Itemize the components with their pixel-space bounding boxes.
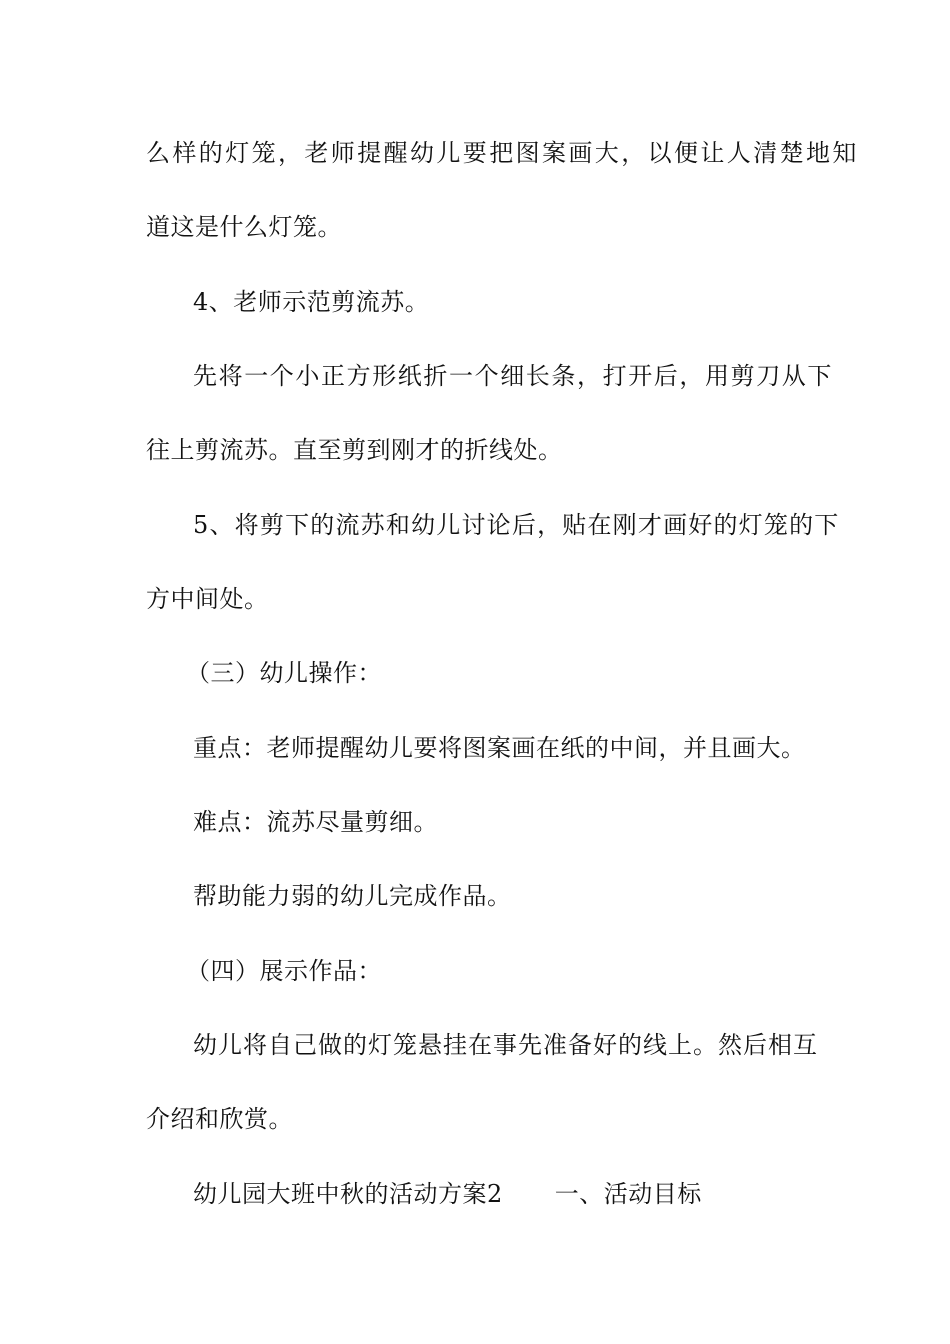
paragraph-line: 介绍和欣赏。: [146, 1105, 293, 1133]
document-subtitle-line: [193, 1179, 702, 1209]
paragraph-line: 道这是什么灯笼。: [146, 213, 342, 241]
paragraph-line: 往上剪流苏。直至剪到刚才的折线处。: [146, 436, 563, 464]
plan-title: 幼儿园大班中秋的活动方案2: [193, 1180, 503, 1208]
section-heading: （四）展示作品：: [186, 957, 382, 985]
paragraph-line: 帮助能力弱的幼儿完成作品。: [193, 882, 512, 910]
paragraph-line: 重点：老师提醒幼儿要将图案画在纸的中间，并且画大。: [193, 734, 806, 762]
paragraph-line: 先将一个小正方形纸折一个细长条，打开后，用剪刀从下: [193, 362, 833, 390]
section-title: 一、活动目标: [554, 1180, 702, 1208]
paragraph-line: 难点：流苏尽量剪细。: [193, 808, 438, 836]
section-heading: （三）幼儿操作：: [186, 659, 382, 687]
paragraph-line: 5、将剪下的流苏和幼儿讨论后，贴在刚才画好的灯笼的下: [193, 511, 840, 539]
paragraph-line: 么样的灯笼，老师提醒幼儿要把图案画大，以便让人清楚地知: [146, 139, 859, 167]
step-heading: 4、老师示范剪流苏。: [193, 288, 430, 316]
paragraph-line: 方中间处。: [146, 585, 269, 613]
paragraph-line: 幼儿将自己做的灯笼悬挂在事先准备好的线上。然后相互: [193, 1031, 818, 1059]
